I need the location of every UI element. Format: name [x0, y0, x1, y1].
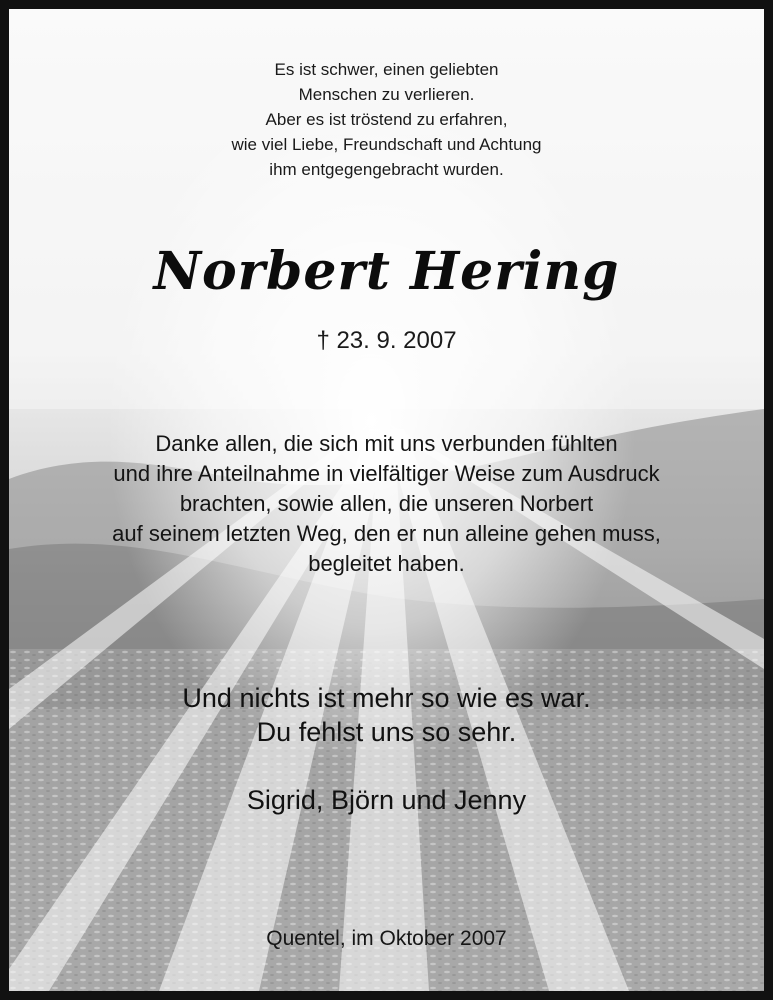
- thanks-line: und ihre Anteilnahme in vielfältiger Weise zum Ausdruck: [113, 461, 660, 486]
- verse-line: Es ist schwer, einen geliebten: [274, 60, 499, 79]
- signers: Sigrid, Björn und Jenny: [246, 785, 527, 815]
- thanks-line: auf seinem letzten Weg, den er nun alleine gehen muss,: [112, 521, 661, 546]
- verse-line: ihm entgegengebracht wurden.: [269, 160, 504, 179]
- death-date: † 23. 9. 2007: [316, 327, 457, 354]
- verse-line: Menschen zu verlieren.: [298, 85, 475, 104]
- quote-line: Du fehlst uns so sehr.: [256, 717, 517, 747]
- deceased-name: Norbert Hering: [153, 241, 620, 302]
- verse-line: wie viel Liebe, Freundschaft und Achtung: [231, 135, 542, 154]
- opening-verse: [9, 57, 764, 182]
- thanks-paragraph: [9, 429, 764, 579]
- quote-line: Und nichts ist mehr so wie es war.: [182, 683, 591, 713]
- thanks-line: brachten, sowie allen, die unseren Norbert: [179, 491, 594, 516]
- verse-line: Aber es ist tröstend zu erfahren,: [265, 110, 508, 129]
- place-and-date: Quentel, im Oktober 2007: [266, 927, 507, 950]
- thanks-line: begleitet haben.: [308, 551, 465, 576]
- closing-quote: [9, 681, 764, 749]
- thanks-line: Danke allen, die sich mit uns verbunden fühlten: [155, 431, 618, 456]
- notice-text: [9, 9, 764, 991]
